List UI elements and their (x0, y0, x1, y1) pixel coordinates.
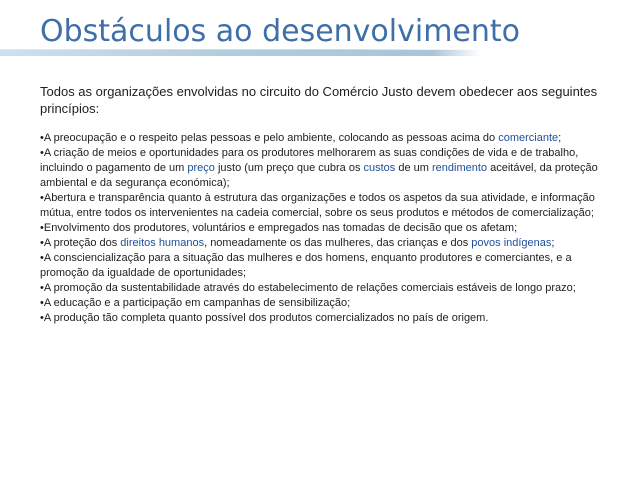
item-text: ; (551, 237, 555, 249)
slide-content (40, 83, 615, 326)
principles-list (40, 131, 615, 326)
link-direitos-humanos[interactable]: direitos humanos (120, 237, 205, 249)
item-text: •A criação de meios e oportunidades para os produtores melhorarem as suas condições de vida e de trabalho, incluindo o pagamento de um (40, 147, 579, 174)
item-text: •A promoção da sustentabilidade através do estabelecimento de relações comerciais estáveis de longo prazo; (40, 282, 576, 294)
item-text: de um (395, 162, 432, 174)
item-text: •Envolvimento dos produtores, voluntários e empregados nas tomadas de decisão que os afetam; (40, 222, 518, 234)
item-text: •A consciencialização para a situação das mulheres e dos homens, enquanto produtores e comerciantes, e a promoção da igualdade de oportunidades; (40, 252, 572, 279)
principle-item-7 (40, 281, 615, 296)
link-preco[interactable]: preço (187, 162, 215, 174)
principle-item-4 (40, 221, 615, 236)
principle-item-9 (40, 311, 615, 326)
link-custos[interactable]: custos (363, 162, 396, 174)
item-text: justo (um preço que cubra os (214, 162, 364, 174)
link-comerciante[interactable]: comerciante (498, 132, 559, 144)
principle-item-8 (40, 296, 615, 311)
item-text: •A educação e a participação em campanhas de sensibilização; (40, 297, 351, 309)
link-povos-indigenas[interactable]: povos indígenas (471, 237, 552, 249)
item-text: •A produção tão completa quanto possível dos produtos comercializados no país de origem. (40, 312, 489, 324)
item-text: •A proteção dos (40, 237, 121, 249)
item-text: •A preocupação e o respeito pelas pessoas e pelo ambiente, colocando as pessoas acima do (40, 132, 499, 144)
item-text: •Abertura e transparência quanto à estrutura das organizações e todos os aspetos da sua atividade, e informação mútua, entre todos os intervenientes na cadeia comercial, sobre os seus produtos e métodos de comercialização; (40, 192, 595, 219)
principle-item-3 (40, 191, 615, 221)
slide-title: Obstáculos ao desenvolvimento (40, 14, 521, 49)
principle-item-1 (40, 131, 615, 146)
item-text: ; (558, 132, 562, 144)
link-rendimento[interactable]: rendimento (431, 162, 488, 174)
principle-item-2 (40, 146, 615, 191)
principle-item-6 (40, 251, 615, 281)
intro-paragraph: Todos as organizações envolvidas no circuito do Comércio Justo devem obedecer aos seguintes princípios: (40, 84, 598, 116)
principle-item-5 (40, 236, 615, 251)
item-text: , nomeadamente os das mulheres, das crianças e dos (204, 237, 472, 249)
item-text: aceitável, da proteção ambiental e da segurança económica); (40, 162, 598, 189)
title-underline-bar (0, 50, 480, 56)
